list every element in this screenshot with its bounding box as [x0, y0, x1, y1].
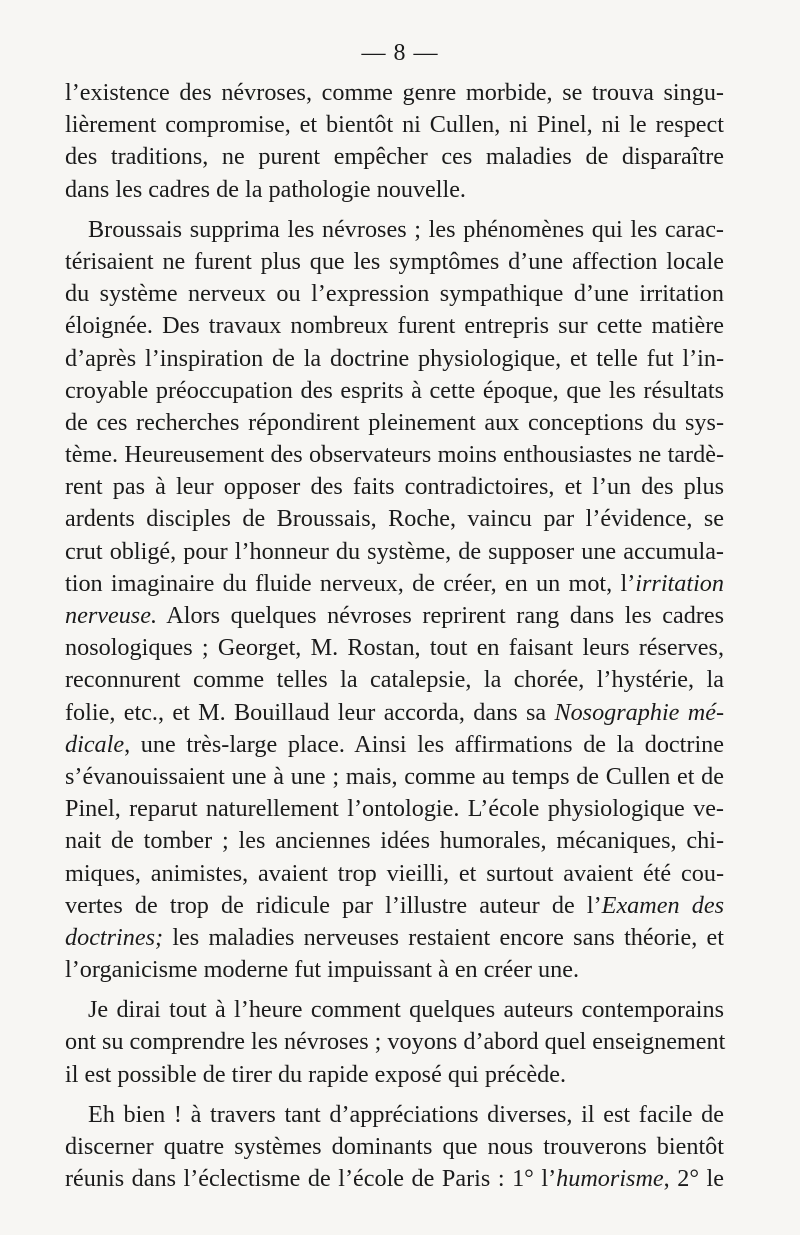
paragraph [65, 214, 724, 987]
text-line [65, 568, 724, 600]
text-line: de ces recherches répondirent pleinement aux conceptions du sys- [65, 408, 724, 436]
text-run: folie, etc., et M. Bouillaud leur accorda, dans sa [65, 698, 555, 726]
paragraph [65, 77, 724, 206]
text-line: croyable préoccupation des esprits à cette époque, que les résultats [65, 376, 724, 404]
text-line [65, 600, 724, 632]
text-line [65, 729, 724, 761]
text-line [65, 1163, 724, 1195]
text-line: Pinel, reparut naturellement l’ontologie. L’école physiologique ve- [65, 795, 724, 823]
text-line [65, 890, 724, 922]
text-line: ont su comprendre les névroses ; voyons d’abord quel enseignement [65, 1028, 726, 1056]
text-line [65, 697, 724, 729]
text-line: rent pas à leur opposer des faits contradictoires, et l’un des plus [65, 473, 724, 501]
text-line: miques, animistes, avaient trop vieilli, et surtout avaient été cou- [65, 859, 724, 887]
italic-text-run: doctrines; [65, 923, 164, 951]
text-line: éloignée. Des travaux nombreux furent entrepris sur cette matière [65, 312, 724, 340]
text-line: tème. Heureusement des observateurs moins enthousiastes ne tardè- [65, 441, 724, 469]
text-line: nosologiques ; Georget, M. Rostan, tout en faisant leurs réserves, [65, 634, 724, 662]
italic-text-run: Examen des [601, 891, 724, 919]
text-run: , 2° le [663, 1165, 724, 1193]
text-line: il est possible de tirer du rapide exposé qui précède. [65, 1060, 567, 1088]
text-line: Je dirai tout à l’heure comment quelques auteurs contemporains [88, 996, 724, 1024]
paragraph [65, 1099, 724, 1196]
italic-text-run: dicale [65, 730, 125, 758]
text-line: l’organicisme moderne fut impuissant à en créer une. [65, 956, 580, 984]
italic-text-run: humorisme [556, 1165, 664, 1193]
text-line: nait de tomber ; les anciennes idées humorales, mécaniques, chi- [65, 827, 724, 855]
italic-text-run: irritation [635, 569, 724, 597]
text-line: lièrement compromise, et bientôt ni Cullen, ni Pinel, ni le respect [65, 111, 724, 139]
text-line: reconnurent comme telles la catalepsie, la chorée, l’hystérie, la [65, 666, 724, 694]
paragraph-gap [65, 986, 724, 994]
page-number: — 8 — [361, 40, 439, 66]
text-run: Alors quelques névroses reprirent rang dans les cadres [157, 602, 724, 629]
text-line: s’évanouissaient une à une ; mais, comme au temps de Cullen et de [65, 762, 724, 790]
paragraph-gap [65, 1091, 724, 1099]
text-line: l’existence des névroses, comme genre morbide, se trouva singu- [65, 79, 724, 106]
text-line: du système nerveux ou l’expression sympathique d’une irritation [65, 280, 724, 308]
text-run: , une très-large place. Ainsi les affirmations de la doctrine [124, 730, 724, 758]
paragraph-gap [65, 206, 724, 214]
text-line: térisaient ne furent plus que les symptômes d’une affection locale [65, 247, 724, 275]
text-run: vertes de trop de ridicule par l’illustre auteur de l’ [65, 891, 602, 919]
text-run: réunis dans l’éclectisme de l’école de Paris : 1° l’ [65, 1165, 557, 1193]
text-line: dans les cadres de la pathologie nouvelle. [65, 175, 466, 203]
italic-text-run: Nosographie mé- [554, 698, 725, 726]
text-line: ardents disciples de Broussais, Roche, vaincu par l’évidence, se [65, 505, 724, 533]
text-line [65, 922, 724, 954]
italic-text-run: nerveuse. [65, 602, 158, 629]
text-line: des traditions, ne purent empêcher ces maladies de disparaître [65, 143, 724, 171]
text-line: crut obligé, pour l’honneur du système, de supposer une accumula- [65, 537, 724, 565]
text-line: Eh bien ! à travers tant d’appréciations diverses, il est facile de [88, 1100, 724, 1128]
paragraph [65, 994, 724, 1091]
text-run: les maladies nerveuses restaient encore sans théorie, et [163, 923, 724, 951]
body-text [65, 77, 724, 1195]
text-line: discerner quatre systèmes dominants que nous trouverons bientôt [65, 1133, 724, 1160]
text-line: d’après l’inspiration de la doctrine physiologique, et telle fut l’in- [65, 344, 724, 372]
text-run: tion imaginaire du fluide nerveux, de créer, en un mot, l’ [65, 569, 636, 597]
text-line: Broussais supprima les névroses ; les phénomènes qui les carac- [88, 215, 724, 243]
